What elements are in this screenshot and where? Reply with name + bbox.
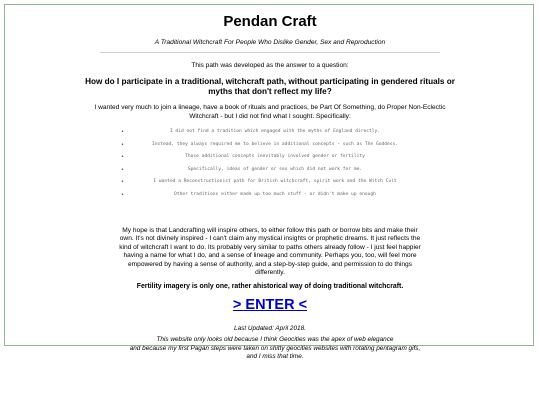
bullet-icon: •	[121, 179, 125, 185]
enter-link[interactable]: > ENTER <	[232, 297, 308, 313]
list-item-text: I wanted a Reconstructionist path for British witchcraft, spirit work and the Witch Cult	[153, 179, 397, 184]
bullet-icon: •	[121, 166, 125, 173]
bullet-icon: •	[121, 154, 125, 160]
list-item-text: Other traditions either made up too much stuff - or didn't make up enough	[174, 191, 376, 197]
list-item	[121, 164, 425, 177]
lead-paragraph: I wanted very much to join a lineage, have a book of rituals and practices, be Part Of Something, do Proper Non-Eclectic Witchcraft - but I did not find what I sought. Specifically:	[94, 104, 446, 120]
footer-note	[110, 336, 440, 362]
bullet-icon: •	[121, 191, 125, 198]
list-item-text: I did not find a tradition which engaged with the myths of England directly.	[169, 129, 381, 134]
footer-line-2: and because my first Pagan steps were taken on shitty geocities websites with rotating pentagram gifs,	[129, 344, 421, 352]
page-frame	[4, 4, 534, 346]
list-item-text: Specifically, ideas of gender or sex which did not work for me.	[187, 166, 363, 172]
list-item-text: Instead, they always required me to believe in additional concepts - such as The Goddess.	[151, 141, 399, 147]
list-item	[121, 151, 425, 164]
footer-line-1: This website only looks old because I think Geocities was the apex of web elegance	[156, 336, 394, 343]
list-item	[121, 176, 425, 189]
list-item-text: Those additional concepts inevitably involved gender or fertility	[185, 154, 365, 159]
fertility-statement: Fertility imagery is only one, rather ahistorical way of doing traditional witchcraft.	[136, 283, 404, 290]
list-item	[121, 126, 425, 139]
main-question: How do I participate in a traditional, witchcraft path, without participating in gendered rituals or myths that don't reflect my life?	[85, 77, 455, 96]
header-divider	[100, 52, 440, 53]
hope-paragraph: My hope is that Landcrafting will inspire others, to either follow this path or borrow bits and make their own. It's not divinely inspired - I can't claim any mystical insights or prophetic dreams. It just reflects the kind of witchcraft I want to do. Its probably very similar to paths others already follow - I just feel happier having a name for what I do, and a sense of lineage and community. Perhaps you, too, will feel more empowered by having a sense of authority, and a step-by-step guide, and permission to do things differently.	[119, 227, 421, 277]
site-title: Pendan Craft	[223, 13, 317, 30]
bullet-icon: •	[121, 129, 125, 135]
list-item	[121, 189, 425, 202]
bullet-icon: •	[121, 141, 125, 148]
reasons-list	[121, 126, 535, 201]
footer-line-3: and I miss that time.	[246, 353, 304, 361]
list-item	[121, 139, 425, 152]
site-subtitle: A Traditional Witchcraft For People Who Dislike Gender, Sex and Reproduction	[154, 39, 386, 46]
intro-text: This path was developed as the answer to a question:	[191, 62, 349, 69]
last-updated: Last Updated: April 2018.	[234, 325, 306, 332]
